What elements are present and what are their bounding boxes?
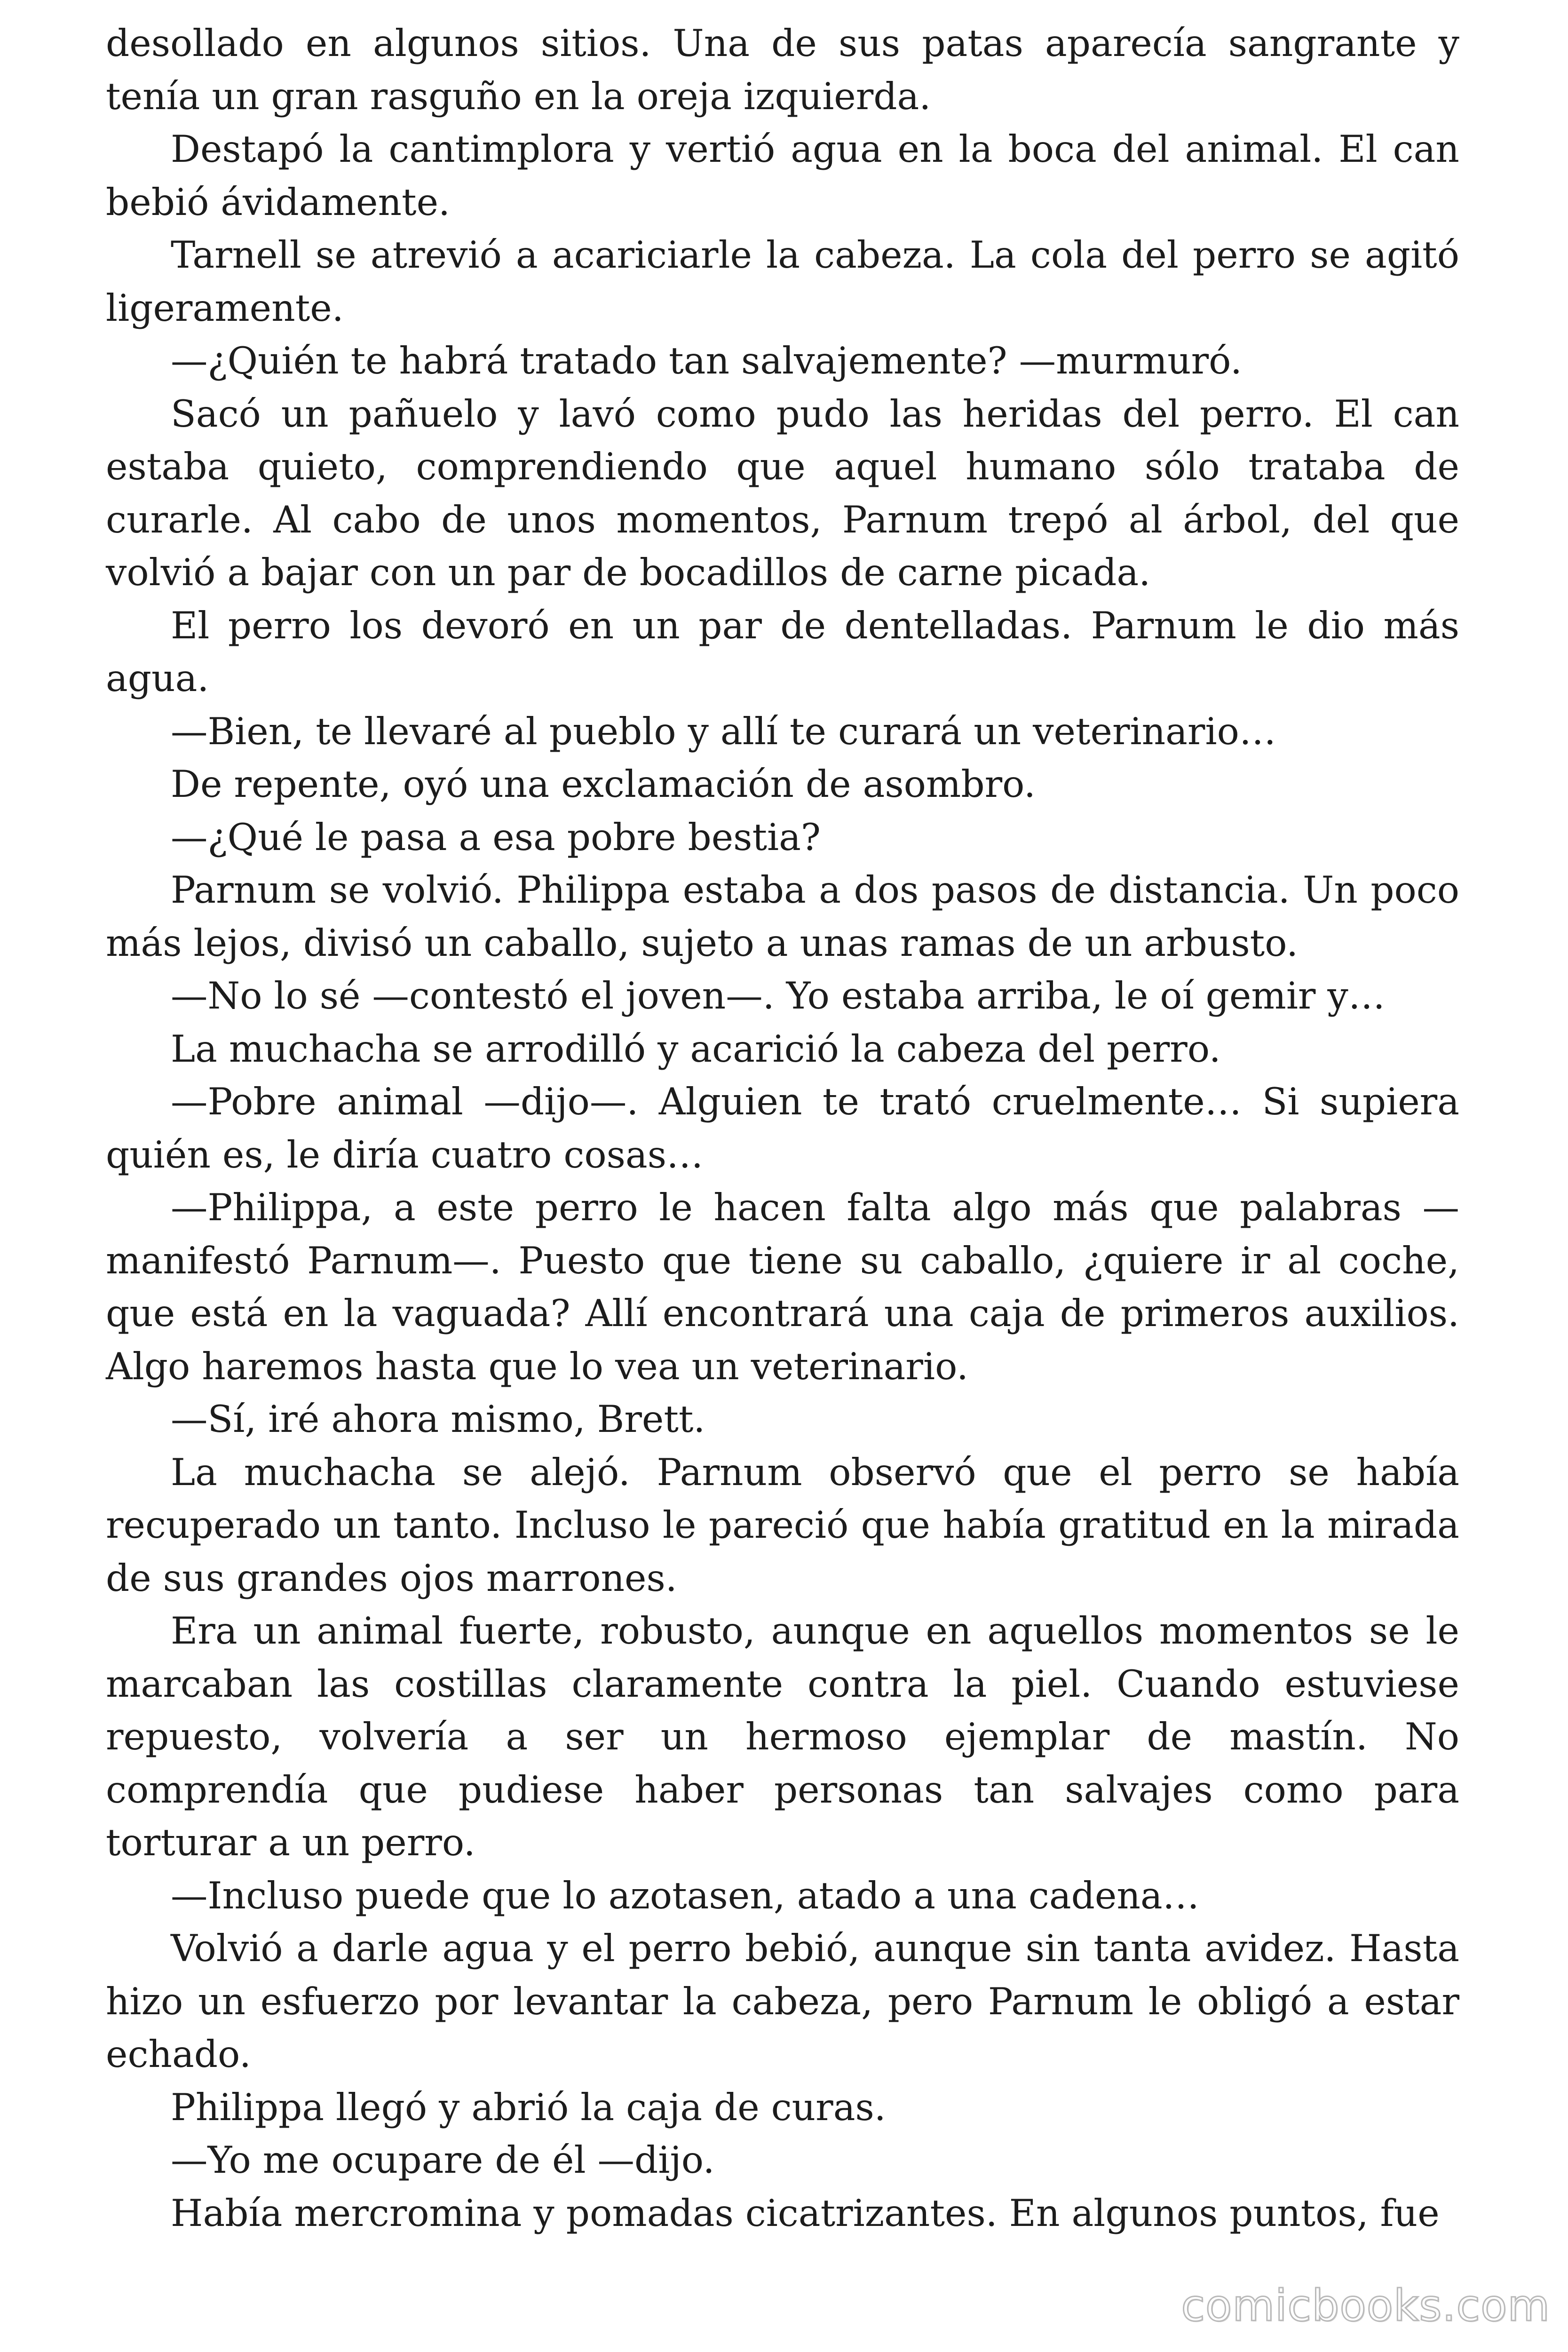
dialogue-paragraph: —Pobre animal —dijo—. Alguien te trató cruelmente… Si supiera quién es, le diría cuatro cosas… [106,1080,1459,1176]
paragraph-cut-off: Había mercromina y pomadas cicatrizantes. En algunos puntos, fue [171,2191,1440,2235]
paragraph: Destapó la cantimplora y vertió agua en la boca del animal. El can bebió ávidamente. [106,127,1459,224]
paragraph: De repente, oyó una exclamación de asombro. [171,763,1036,806]
paragraph: La muchacha se arrodilló y acarició la cabeza del perro. [171,1027,1221,1071]
dialogue-paragraph: —No lo sé —contestó el joven—. Yo estaba arriba, le oí gemir y… [171,974,1386,1017]
paragraph: Era un animal fuerte, robusto, aunque en aquellos momentos se le marcaban las costillas claramente contra la piel. Cuando estuviese repuesto, volvería a ser un hermoso ejemplar de mastín. No comprendía que pudiese haber personas tan salvajes como para torturar a un perro. [106,1609,1459,1864]
dialogue-paragraph: —Yo me ocupare de él —dijo. [171,2138,715,2182]
dialogue-paragraph: —Philippa, a este perro le hacen falta algo más que palabras —manifestó Parnum—. Puesto que tiene su caballo, ¿quiere ir al coche, que está en la vaguada? Allí encontrará una caja de primeros auxilios. Algo haremos hasta que lo vea un veterinario. [106,1186,1459,1388]
dialogue-paragraph: —Bien, te llevaré al pueblo y allí te curará un veterinario… [171,709,1276,753]
paragraph: Parnum se volvió. Philippa estaba a dos pasos de distancia. Un poco más lejos, divisó un caballo, sujeto a unas ramas de un arbusto. [106,868,1459,965]
dialogue-paragraph: —¿Qué le pasa a esa pobre bestia? [171,815,821,859]
paragraph: Sacó un pañuelo y lavó como pudo las heridas del perro. El can estaba quieto, comprendiendo que aquel humano sólo trataba de curarle. Al cabo de unos momentos, Parnum trepó al árbol, del que volvió a bajar con un par de bocadillos de carne picada. [106,392,1459,594]
watermark-logo: comicbooks.com [1181,2280,1550,2331]
paragraph: La muchacha se alejó. Parnum observó que el perro se había recuperado un tanto. Incluso le pareció que había gratitud en la mirada de sus grandes ojos marrones. [106,1450,1459,1600]
paragraph: El perro los devoró en un par de dentelladas. Parnum le dio más agua. [106,604,1459,700]
dialogue-paragraph: —Incluso puede que lo azotasen, atado a una cadena… [171,1874,1200,1917]
paragraph: Tarnell se atrevió a acariciarle la cabeza. La cola del perro se agitó ligeramente. [106,233,1459,330]
paragraph: Philippa llegó y abrió la caja de curas. [171,2085,886,2129]
book-page-text [106,17,1459,2240]
dialogue-paragraph: —Sí, iré ahora mismo, Brett. [171,1398,705,1441]
dialogue-paragraph: —¿Quién te habrá tratado tan salvajemente? —murmuró. [171,339,1242,382]
paragraph: Volvió a darle agua y el perro bebió, aunque sin tanta avidez. Hasta hizo un esfuerzo por levantar la cabeza, pero Parnum le obligó a estar echado. [106,1927,1459,2076]
paragraph-continued: desollado en algunos sitios. Una de sus patas aparecía sangrante y tenía un gran rasguño en la oreja izquierda. [106,22,1459,118]
